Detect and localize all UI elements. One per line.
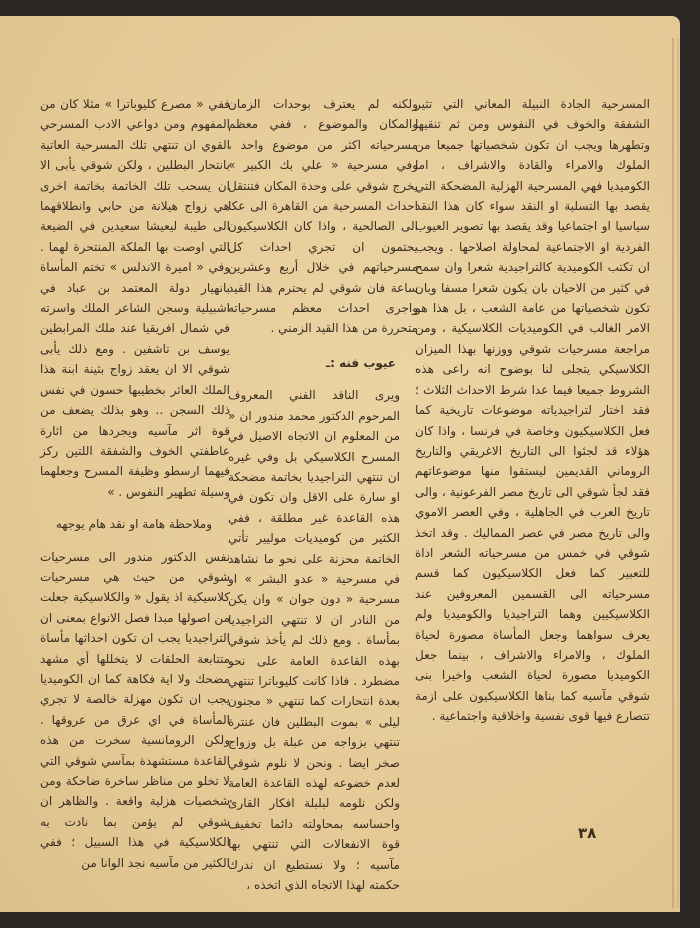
document-page: [0, 16, 680, 912]
page-edge: [677, 38, 679, 908]
spacer: [40, 502, 230, 514]
column-right: [415, 94, 650, 727]
paragraph: ولكنه لم يعترف بوحدات الزمان والمكان والموضوع ، ففي معظم مسرحياته اكثر من موضوع واحد ، وفي مسرحية « علي بك الكبير » يخرج شوقي على وحدة المكان فتنتقل احداث المسرحية من القاهرة الى عكا الى الصالحية ، واذا كان الكلاسيكيون يحتمون ان تجري احداث كل مسرحياتهم في خلال أربع وعشرين ساعة فان شوقي لم يحترم هذا القيد واجرى احداث معظم مسرحياته متحررة من هذا القيد الزمني .: [228, 97, 418, 336]
paragraph: المسرحية الجادة النبيلة المعاني التي تثير الشفقة والخوف في النفوس ومن ثم تنقيها وتطهرها ويجب ان تكون شخصياتها جميعا من الملوك والامراء والقادة والاشراف ، اما الكوميديا فهي المسرحية الهزلية المضحكة التي يقصد بها التسلية او النقد سواء كان هذا النقد سياسيا او اجتماعيا وقد يقصد بها تصوير العيوب الفردية او الاجتماعية لمحاولة اصلاحها . ويجب ان تكتب الكوميدية كالتراجيدية شعرا وان سمح في كثير من الاحيان بان يكون شعرا مسفا وبان تكون شخصياتها من عامة الشعب ، بل هذا هو الامر الغالب في الكوميديات الكلاسيكية ، ومن مراجعة مسرحيات شوقي ووزنها بهذا الميزان الكلاسيكي يتجلى لنا بوضوح انه راعى هذه الشروط جميعا فيما عدا شرط الاحداث الثلاث ؛ فقد اختار لتراجيدياته موضوعات تاريخية كما فعل الكلاسيكيون وخاصة في فرنسا ، واذا كان هؤلاء قد لجئوا الى التاريخ الاغريقي والتاريخ الروماني القديمين ليستقوا منها موضوعاتهم فقد لجأ شوقي الى تاريخ مصر الفرعونية ، والى تاريخ العرب في الجاهلية ، وفي العصر الاموي والى تاريخ مصر في عصر المماليك . وقد اتخذ شوقي في خمس من مسرحياته الشعر اداة للتعبير كما فعل الكلاسيكيون كما قسم مسرحياته الى القسمين المعروفين عند الكلاسيكيين وهما التراجيديا والكوميديا ولم يعرف سواهما وجعل المأساة مصورة لحياة الملوك ، والامراء والاشراف ، بينما جعل الكوميديا مصورة لحياة الشعب واخيرا بنى شوقي مآسيه كما بناها الكلاسيكيون على ازمة تتصارع فيها قوى نفسية واخلاقية واجتماعية .: [415, 97, 650, 724]
page-edge: [672, 38, 674, 908]
spacer: [40, 535, 230, 547]
page-number: ٣٨: [578, 824, 597, 842]
paragraph: نفس الدكتور مندور الى مسرحيات شوقي من حيث هي مسرحيات كلاسيكية اذ يقول « والكلاسيكية جعلت من اصولها مبدا فصل الانواع بمعنى ان التراجيديا يجب ان تكون احداثها مأساة متتابعة الحلقات لا يتخللها أي مشهد مضحك ولا اية فكاهة كما ان الكوميديا يجب ان تكون مهزلة خالصة لا تجري المأساة في اي عرق من عروقها . ولكن الرومانسية سخرت من هذه القاعدة مستشهدة بمآسي شوقي التي لا تخلو من مناظر ساخرة ضاحكة ومن شخصيات هزلية واقعة . والظاهر ان شوقي لم يؤمن بما نادت به الكلاسيكية في هذا السبيل ؛ ففي الكثير من مآسيه نجد الوانا من: [40, 549, 230, 870]
section-subheading: عيوب فنه :ـ: [326, 355, 396, 370]
paragraph: وملاحظة هامة او نقد هام يوجهه: [55, 517, 212, 532]
column-left: [40, 94, 230, 873]
column-middle: [228, 94, 418, 895]
paragraph: ففي « مصرع كليوباترا » مثلا كان من المفهوم ومن دواعي الادب المسرحي القوي ان تنتهي تلك المسرحية العاتية بانتحار البطلين ، ولكن شوقي يأبى الا ان يسحب تلك الخاتمة بخاتمة اخرى هي زواج هيلانة من حابي وانطلاقهما الى طيبة ليعيشا سعيدين في الضيعة التي اوصت بها الملكة المنتحرة لهما . وفي « اميرة الاندلس » تختم المأساة بانهيار دولة المعتمد بن عباد في اشبيلية وسجن الشاعر الملك واسرته في شمال افريقيا عند ملك المرابطين يوسف بن تاشفين . ومع ذلك يأبى شوقي الا ان يعقد زواج بثينة ابنة هذا الملك العاثر بخطيبها حسون في نفس ذلك السجن .. وهو بذلك يضعف من قوة اثر مآسيه ويجردها من اثارة عاطفتي الخوف والشفقة اللتين ركز فيهما ارسطو وظيفة المسرح وجعلهما وسيلة تطهير النفوس . »: [40, 97, 230, 499]
paragraph: ويرى الناقد الفني المعروف المرحوم الدكتور محمد مندور ان « من المعلوم ان الاتجاه الاصيل في المسرح الكلاسيكي بل وفي غيره ان تنتهي التراجيديا بخاتمة مضحكة او سارة على الاقل وان تكون في هذه القاعدة غير مطلقة ، ففي الكثير من كوميديات موليير تأتي الخاتمة محزنة على نحو ما نشاهد في مسرحية « عدو البشر » او مسرحية « دون جوان » وان يكن من النادر ان لا تنتهي التراجيديا بمأساة . ومع ذلك لم يأخذ شوقي بهذه القاعدة العامة على نحو مضطرد . فاذا كانت كليوباترا تنتهي بعدة انتحارات كما تنتهي « مجنون ليلى » بموت البطلين فان عنترة تنتهي بزواجه من عبلة بل وزواج صخر ايضا . ونحن لا نلوم شوقي لعدم خضوعه لهذه القاعدة العامة ولكن نلومه لبلبلة افكار القارئ واحساسه بمحاولته دائما تخفيف قوة الانفعالات التي تنتهي بها مآسيه ؛ ولا نستطيع ان ندرك حكمته لهذا الاتجاه الذي اتخذه ،: [228, 388, 400, 893]
